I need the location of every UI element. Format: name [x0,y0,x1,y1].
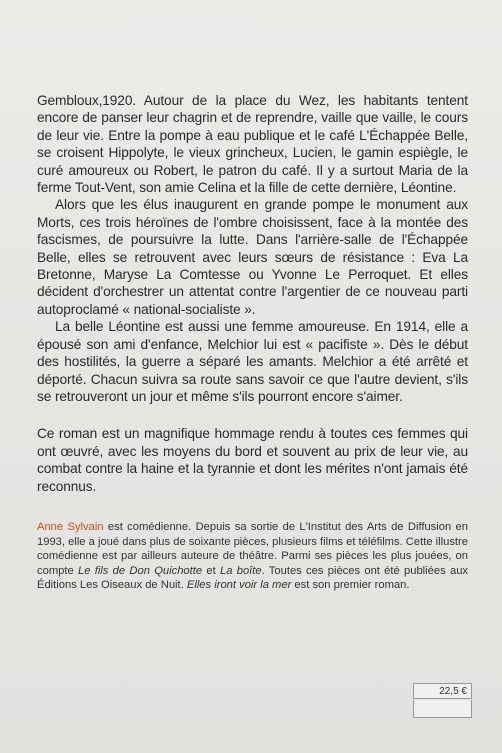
spacer [37,405,468,425]
author-name: Anne Sylvain [37,520,104,533]
bio-text: et [202,564,220,577]
paragraph-intro: Gembloux,1920. Autour de la place du Wez, les habitants tentent encore de panser leur chagrin et de reprendre, vaille que vaille, le cours de leur vie. Entre la pompe à eau publique et le café L'Échappée Belle, se croisent Hippolyte, le vieux grincheux, Lucien, le gamin espiègle, le curé amoureux ou Robert, le patron du café. Il y a surtout Maria de la ferme Tout-Vent, son amie Celina et la fille de cette dernière, Léontine. [37,93,468,196]
barcode-area [413,700,472,718]
paragraph-tribute: Ce roman est un magnifique hommage rendu à toutes ces femmes qui ont œuvré, avec les moyens du bord et souvent au prix de leur vie, au combat contre la haine et la tyrannie et dont les mérites n'ont jamais été reconnus. [37,426,468,494]
play-title: Le fils de Don Quichotte [77,564,203,577]
blurb [37,92,468,604]
novel-title: Elles iront voir la mer [186,579,292,592]
play-title: La boîte [220,564,262,577]
bio-text: est son premier roman. [291,579,410,592]
bio-text: . Toutes ces pièces ont été publiées aux Éditions Les Oiseaux de Nuit. [37,564,469,592]
price-label: 22,5 € [413,683,472,699]
paragraph-resistance: Alors que les élus inaugurent en grande pompe le monument aux Morts, ces trois héroïnes de l'ombre choisissent, face à la montée des fascismes, de poursuivre la lutte. Dans l'arrière-salle de l'Échappée Belle, elles se retrouvent avec leurs sœurs de résistance : Eva La Bretonne, Maryse La Comtesse ou Yvonne Le Perroquet. Et elles décident d'orchestrer un attentat contre l'argentier de ce nouveau parti autoproclamé « national-socialiste ». [37,197,468,317]
author-bio [37,520,468,593]
paragraph-love-story: La belle Léontine est aussi une femme amoureuse. En 1914, elle a épousé son ami d'enfance, Melchior lui est « pacifiste ». Dès le début des hostilités, la guerre a séparé les amants. Melchior a été arrêté et déporté. Chacun suivra sa route sans savoir ce que l'autre devient, s'ils se retrouveront un jour et même s'ils pourront encore s'aimer. [37,319,468,404]
bio-text: est comédienne. Depuis sa sortie de L'Institut des Arts de Diffusion en 1993, elle a joué dans plus de soixante pièces, plusieurs films et téléfilms. Cette illustre comédienne est par ailleurs auteure de théâtre. Parmi ses pièces les plus jouées, on compte [37,520,468,577]
